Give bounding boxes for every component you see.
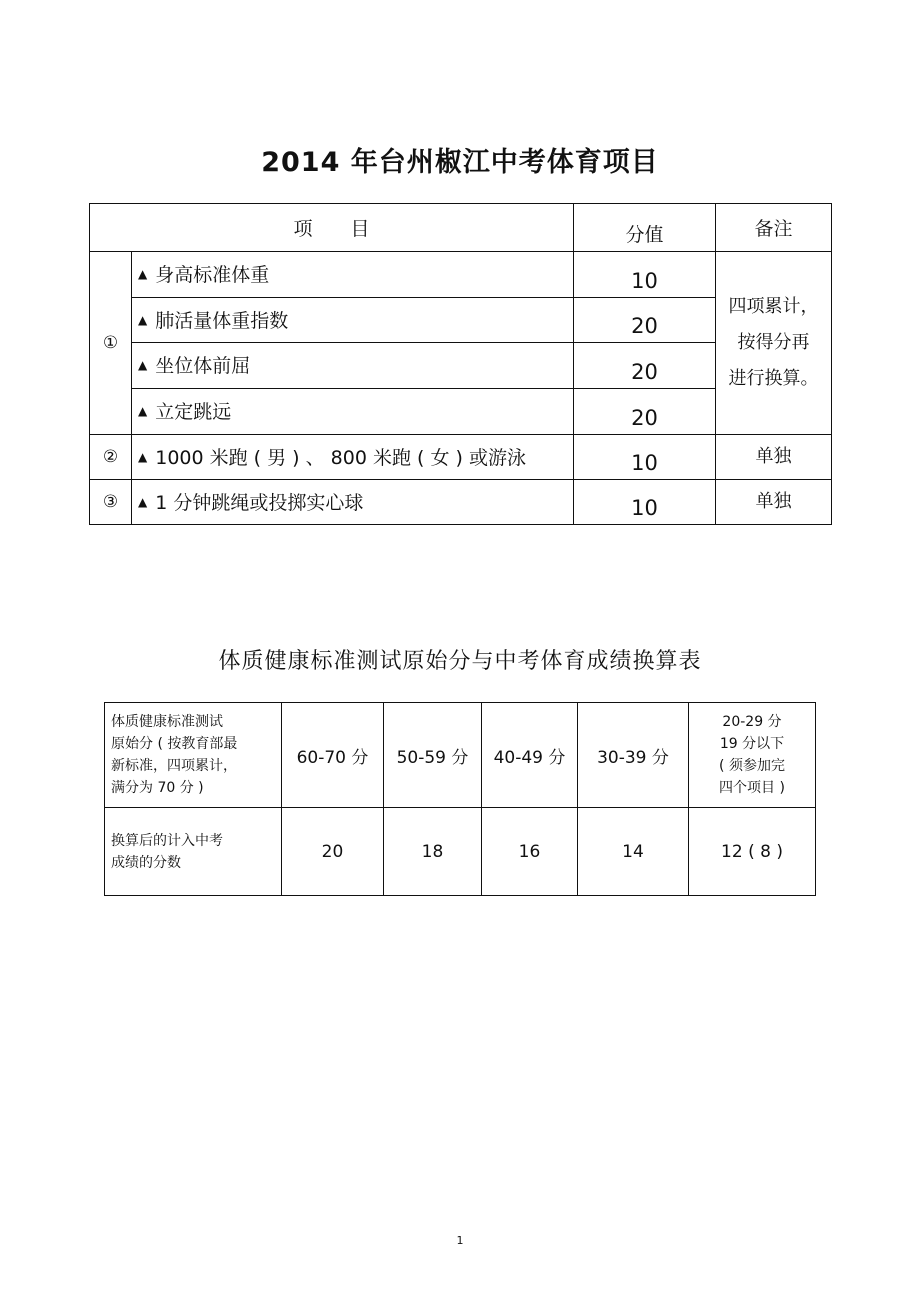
triangle-marker: ▲ — [138, 313, 148, 327]
item-cell — [132, 480, 574, 525]
range-cell-last — [689, 703, 816, 808]
note-line: 按得分再 — [737, 332, 810, 353]
table-row — [105, 703, 816, 808]
header-item: 项 目 — [90, 204, 574, 252]
score-cell: 16 — [482, 808, 578, 896]
item-cell — [132, 343, 574, 389]
score-cell: 20 — [282, 808, 384, 896]
conversion-table — [104, 702, 816, 896]
page-title: 2014 年台州椒江中考体育项目 — [261, 147, 659, 178]
range-cell: 40-49 分 — [482, 703, 578, 808]
label-line: 原始分 ( 按教育部最 — [111, 736, 238, 752]
label-line: 换算后的计入中考 — [111, 832, 223, 849]
item-cell — [132, 389, 574, 435]
group-number: ① — [90, 252, 132, 435]
item-value: 10 — [574, 252, 716, 298]
note-line: 四项累计， — [728, 296, 819, 317]
group-number: ③ — [90, 480, 132, 525]
table-row — [105, 808, 816, 896]
item-value: 20 — [574, 298, 716, 343]
item-cell — [132, 298, 574, 343]
note-line: 进行换算。 — [728, 368, 819, 389]
item-cell — [132, 252, 574, 298]
item-label: 立定跳远 — [155, 401, 232, 423]
header-value: 分值 — [574, 204, 716, 252]
range-cell: 60-70 分 — [282, 703, 384, 808]
table-header-row — [90, 204, 832, 252]
triangle-marker: ▲ — [138, 495, 148, 509]
item-cell — [132, 435, 574, 480]
score-cell: 12 ( 8 ) — [689, 808, 816, 896]
group-number: ② — [90, 435, 132, 480]
item-label: 肺活量体重指数 — [155, 310, 289, 332]
row-label — [105, 703, 282, 808]
score-cell: 18 — [384, 808, 482, 896]
note-cell — [716, 252, 832, 435]
triangle-marker: ▲ — [138, 450, 148, 464]
label-line: 满分为 70 分 ) — [111, 780, 204, 796]
table-row — [90, 480, 832, 525]
item-value: 20 — [574, 343, 716, 389]
triangle-marker: ▲ — [138, 358, 148, 372]
item-label: 1000 米跑 ( 男 ) 、 800 米跑 ( 女 ) 或游泳 — [155, 447, 526, 469]
label-line: 新标准，四项累计， — [111, 758, 237, 774]
header-note: 备注 — [716, 204, 832, 252]
triangle-marker: ▲ — [138, 404, 148, 418]
conversion-table-title: 体质健康标准测试原始分与中考体育成绩换算表 — [218, 649, 702, 674]
table-row — [90, 252, 832, 298]
range-cell: 50-59 分 — [384, 703, 482, 808]
range-line: 20-29 分 — [722, 714, 782, 730]
item-label: 身高标准体重 — [155, 264, 270, 286]
range-line: ( 须参加完 — [719, 758, 785, 774]
table-row — [90, 435, 832, 480]
item-value: 10 — [574, 480, 716, 525]
item-label: 坐位体前屈 — [155, 355, 251, 377]
item-value: 10 — [574, 435, 716, 480]
score-cell: 14 — [578, 808, 689, 896]
note-cell: 单独 — [716, 480, 832, 525]
note-cell: 单独 — [716, 435, 832, 480]
range-line: 四个项目 ) — [719, 780, 785, 796]
range-cell: 30-39 分 — [578, 703, 689, 808]
page-number: 1 — [456, 1234, 464, 1247]
exam-items-table — [89, 203, 832, 525]
row-label — [105, 808, 282, 896]
range-line: 19 分以下 — [719, 736, 785, 752]
label-line: 成绩的分数 — [111, 854, 181, 871]
item-value: 20 — [574, 389, 716, 435]
label-line: 体质健康标准测试 — [111, 714, 223, 730]
triangle-marker: ▲ — [138, 267, 148, 281]
item-label: 1 分钟跳绳或投掷实心球 — [155, 492, 364, 514]
